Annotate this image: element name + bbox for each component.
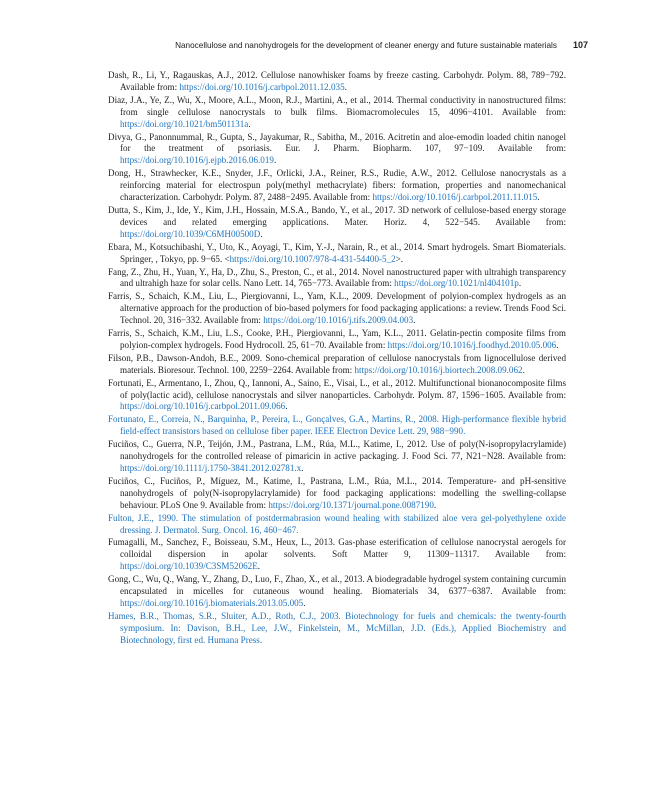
reference-tail: . [556, 339, 559, 350]
reference-tail: . [257, 561, 261, 572]
reference-text: Fumagalli, M., Sanchez, F., Boisseau, S.M., Heux, L., 2013. Gas-phase esterification of cellulose nanocrystal aerogels for colloidal dispersion in apolar solvents. Soft Matter 9, 11309−11317. Available from: [108, 537, 566, 560]
reference-entry [108, 537, 566, 573]
running-title: Nanocellulose and nanohydrogels for the development of cleaner energy and future sustainable materials [175, 41, 557, 50]
doi-link[interactable]: https://doi.org/10.1016/j.carbpol.2011.09.066 [120, 401, 286, 412]
reference-entry [108, 378, 566, 414]
reference-entry [108, 267, 566, 291]
reference-tail: . [522, 364, 525, 375]
reference-entry [108, 439, 566, 475]
reference-text: Dash, R., Li, Y., Ragauskas, A.J., 2012. Cellulose nanowhisker foams by freeze casting. Carbohydr. Polym. 88, 789−792. Available from: [108, 70, 566, 92]
reference-tail: . [413, 315, 416, 326]
doi-link[interactable]: https://doi.org/10.1111/j.1750-3841.2012.02781.x [120, 463, 302, 473]
reference-text: Farris, S., Schaich, K.M., Liu, L., Piergiovanni, L., Yam, K.L., 2009. Development of polyion-complex hydrogels as an alternative approach for the production of bio-based polymers for food packaging applications: a review. Trends Food Sci. Technol. 20, 316−332. Available from: [108, 291, 566, 326]
reference-entry [108, 328, 566, 352]
reference-list [108, 70, 566, 648]
reference-text: Divya, G., Panonnummal, R., Gupta, S., Jayakumar, R., Sabitha, M., 2016. Acitretin and aloe-emodin loaded chitin nanogel for the treatment of psoriasis. Eur. J. Pharm. Biopharm. 107, 97−109. Available from: [108, 131, 566, 154]
reference-entry[interactable] [108, 513, 566, 537]
reference-text: Fulton, J.E., 1990. The stimulation of postdermabrasion wound healing with stabilized aloe vera gel-polyethylene oxide dressing. J. Dermatol. Surg. Oncol. 16, 460−467. [108, 512, 566, 535]
doi-link[interactable]: https://doi.org/10.1016/j.biortech.2008.09.062 [354, 364, 523, 375]
reference-entry [108, 132, 566, 168]
reference-entry [108, 353, 566, 377]
reference-entry [108, 168, 566, 204]
doi-link[interactable]: https://doi.org/10.1007/978-4-431-54400-5_2 [229, 253, 396, 264]
reference-tail: . [273, 155, 277, 166]
doi-link[interactable]: https://doi.org/10.1016/j.foodhyd.2010.05.006 [387, 339, 557, 350]
doi-link[interactable]: https://doi.org/10.1016/j.carbpol.2011.12.035 [179, 81, 345, 92]
reference-text: Diaz, J.A., Ye, Z., Wu, X., Moore, A.L., Moon, R.J., Martini, A., et al., 2014. Thermal conductivity in nanostructured films: from single cellulose nanocrystals to bulk films. Biomacromolecules 15, 4096−4101. Available from: [108, 94, 566, 117]
reference-tail: . [537, 192, 540, 203]
reference-text: Dong, H., Strawhecker, K.E., Snyder, J.F., Orlicki, J.A., Reiner, R.S., Rudie, A.W., 2012. Cellulose nanocrystals as a reinforcing material for electrospun poly(methyl methacrylate) fibers: formation, properties and nanomechanical characterization. Carbohydr. Polym. 87, 2488−2495. Available from: [108, 168, 566, 203]
reference-text: Farris, S., Schaich, K.M., Liu, L.S., Cooke, P.H., Piergiovanni, L., Yam, K.L., 2011. Gelatin-pectin composite films from polyion-complex hydrogels. Food Hydrocoll. 25, 61−70. Available from: [108, 328, 566, 350]
doi-link[interactable]: https://doi.org/10.1021/nl404101p [394, 278, 519, 289]
reference-text: Dutta, S., Kim, J., Ide, Y., Kim, J.H., Hossain, M.S.A., Bando, Y., et al., 2017. 3D network of cellulose-based energy storage devices and related emerging applications. Mater. Horiz. 4, 522−545. Available from: [108, 204, 566, 227]
reference-entry [108, 95, 566, 131]
reference-entry [108, 205, 566, 241]
reference-tail: . [301, 463, 304, 473]
reference-text: Fang, Z., Zhu, H., Yuan, Y., Ha, D., Zhu, S., Preston, C., et al., 2014. Novel nanostructured paper with ultrahigh transparency and ultrahigh haze for solar cells. Nano Lett. 14, 765−773. Available from: [108, 266, 566, 289]
reference-tail: >. [395, 253, 404, 264]
doi-link[interactable]: https://doi.org/10.1371/journal.pone.0087190 [268, 499, 434, 510]
doi-link[interactable]: https://doi.org/10.1016/j.biomaterials.2013.05.005 [120, 597, 304, 608]
reference-entry [108, 70, 566, 94]
doi-link[interactable]: https://doi.org/10.1021/bm501131a [120, 118, 249, 129]
doi-link[interactable]: https://doi.org/10.1039/C3SM52062E [120, 561, 258, 572]
reference-entry[interactable] [108, 611, 566, 647]
doi-link[interactable]: https://doi.org/10.1016/j.carbpol.2011.11.015 [372, 192, 538, 203]
reference-tail: . [303, 597, 306, 608]
reference-tail: . [344, 81, 347, 92]
reference-entry [108, 242, 566, 266]
reference-entry[interactable] [108, 414, 566, 438]
reference-tail: . [260, 228, 263, 239]
reference-entry [108, 476, 566, 512]
reference-text: Gong, C., Wu, Q., Wang, Y., Zhang, D., Luo, F., Zhao, X., et al., 2013. A biodegradable hydrogel system containing curcumin encapsulated in micelles for cutaneous wound healing. Biomaterials 34, 6377−6387. Available from: [108, 574, 566, 597]
reference-tail: . [518, 278, 522, 289]
reference-text: Hames, B.R., Thomas, S.R., Sluiter, A.D., Roth, C.J., 2003. Biotechnology for fuels and chemicals: the twenty-fourth symposium. In: Davison, B.H., Lee, J.W., Finkelstein, M., McMillan, J.D. (Eds.), Applied Biochemistry and Biotechnology, first ed. Humana Press. [108, 610, 566, 645]
reference-entry [108, 291, 566, 327]
reference-text: Ebara, M., Kotsuchibashi, Y., Uto, K., Aoyagi, T., Kim, Y.-J., Narain, R., et al., 2014. Smart hydrogels. Smart Biomaterials. Springer, , Tokyo, pp. 9−65. < [108, 241, 566, 264]
reference-tail: . [433, 499, 437, 510]
reference-tail: . [285, 401, 288, 412]
reference-text: Filson, P.B., Dawson-Andoh, B.E., 2009. Sono-chemical preparation of cellulose nanocrystals from lignocellulose derived materials. Bioresour. Technol. 100, 2259−2264. Available from: [108, 352, 566, 375]
page-number: 107 [572, 40, 588, 50]
reference-text: Fuciños, C., Fuciños, P., Míguez, M., Katime, I., Pastrana, L.M., Rúa, M.L., 2014. Temperature- and pH-sensitive nanohydrogels of poly(N-isopropylacrylamide) for food packaging applications: modelling the swelling-collapse behaviour. PLoS One 9. Available from: [108, 475, 566, 510]
doi-link[interactable]: https://doi.org/10.1016/j.ejpb.2016.06.019 [120, 155, 274, 166]
doi-link[interactable]: https://doi.org/10.1039/C6MH00500D [120, 228, 261, 239]
reference-tail: . [248, 118, 251, 129]
running-header [60, 40, 588, 50]
reference-entry [108, 574, 566, 610]
reference-text: Fortunato, E., Correia, N., Barquinha, P., Pereira, L., Gonçalves, G.A., Martins, R., 2008. High-performance flexible hybrid field-effect transistors based on cellulose fiber paper. IEEE Electron Device Lett. 29, 988−990. [108, 414, 566, 437]
doi-link[interactable]: https://doi.org/10.1016/j.tifs.2009.04.003 [263, 315, 414, 326]
reference-text: Fortunati, E., Armentano, I., Zhou, Q., Iannoni, A., Saino, E., Visai, L., et al., 2012. Multifunctional bionanocomposite films of poly(lactic acid), cellulose nanocrystals and silver nanoparticles. Carbohydr. Polym. 87, 1596−1605. Available from: [108, 377, 566, 400]
reference-text: Fuciños, C., Guerra, N.P., Teijón, J.M., Pastrana, L.M., Rúa, M.L., Katime, I., 2012. Use of poly(N-isopropylacrylamide) nanohydrogels for the controlled release of pimaricin in active packaging. J. Food Sci. 77, N21−N28. Available from: [108, 439, 566, 462]
